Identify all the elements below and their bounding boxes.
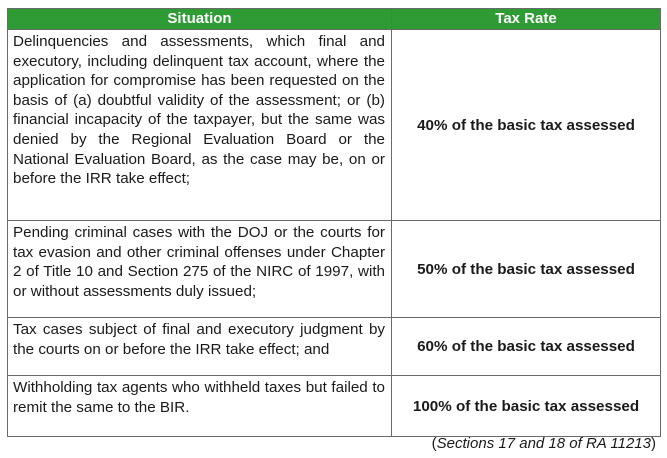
situation-text: Tax cases subject of final and executory judgment by the courts on or before the IRR take effect; and bbox=[13, 321, 385, 358]
tax-rate-cell: 50% of the basic tax assessed bbox=[392, 221, 661, 318]
situation-text: Pending criminal cases with the DOJ or the courts for tax evasion and other criminal offenses under Chapter 2 of Title 10 and Section 275 of the NIRC of 1997, with or without assessments duly issued; bbox=[13, 224, 385, 300]
header-situation: Situation bbox=[8, 9, 392, 30]
header-tax-rate: Tax Rate bbox=[392, 9, 661, 30]
table-row bbox=[8, 30, 661, 221]
table-row bbox=[8, 221, 661, 318]
table-header-row bbox=[8, 9, 661, 30]
situation-text: Withholding tax agents who withheld taxes but failed to remit the same to the BIR. bbox=[13, 379, 385, 416]
situation-cell bbox=[8, 30, 392, 221]
tax-rate-cell: 60% of the basic tax assessed bbox=[392, 318, 661, 376]
situation-cell bbox=[8, 376, 392, 437]
situation-cell bbox=[8, 221, 392, 318]
table-row bbox=[8, 376, 661, 437]
table-row bbox=[8, 318, 661, 376]
citation-note bbox=[432, 435, 656, 452]
tax-rate-table bbox=[7, 8, 661, 437]
citation-open-paren: ( bbox=[431, 435, 437, 452]
situation-text: Delinquencies and assessments, which final and executory, including delinquent tax account, where the application for compromise has been requested on the basis of (a) doubtful validity of the assessment; or (b) financial incapacity of the taxpayer, but the same was denied by the Regional Evaluation Board or the National Evaluation Board, as the case may be, on or before the IRR take effect; bbox=[13, 33, 385, 188]
citation-close-paren: ) bbox=[651, 435, 656, 452]
citation-text: Sections 17 and 18 of RA 11213 bbox=[436, 435, 651, 452]
tax-rate-cell: 40% of the basic tax assessed bbox=[392, 30, 661, 221]
situation-cell bbox=[8, 318, 392, 376]
tax-rate-cell: 100% of the basic tax assessed bbox=[392, 376, 661, 437]
